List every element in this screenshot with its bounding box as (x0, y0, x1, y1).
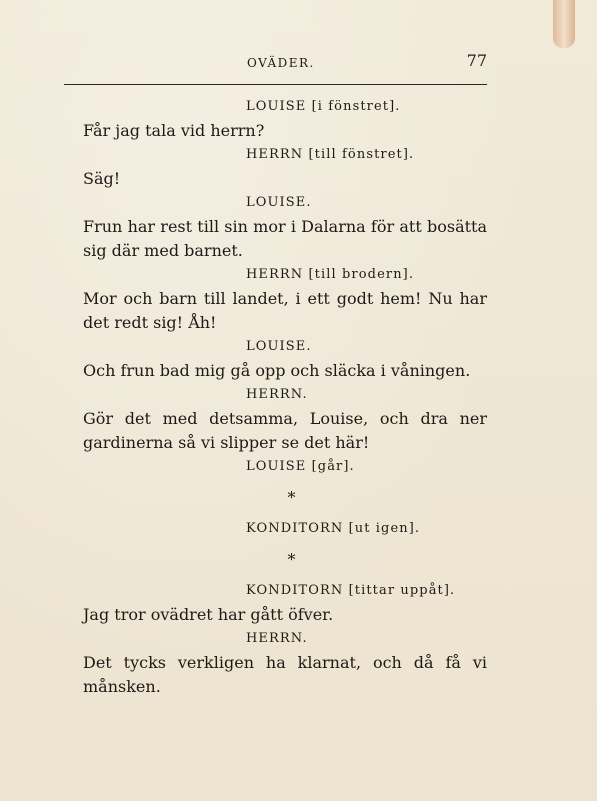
dialogue-line: Mor och barn till landet, i ett godt hem! Nu har det redt sig! Åh! (83, 289, 487, 332)
page-edge-tab (553, 0, 575, 48)
scene-break-star: * (287, 550, 296, 569)
speaker-line: LOUISE. (246, 195, 312, 210)
dialogue-line: Det tycks verkligen ha klarnat, och då få vi månsken. (83, 653, 487, 696)
page-number: 77 (466, 51, 487, 70)
page-header (64, 51, 487, 85)
speaker-line: KONDITORN [tittar uppåt]. (246, 583, 456, 598)
speaker-line: HERRN [till fönstret]. (246, 147, 415, 162)
speaker-line: KONDITORN [ut igen]. (246, 521, 421, 536)
dialogue-line: Får jag tala vid herrn? (83, 121, 265, 140)
running-title: OVÄDER. (247, 56, 315, 70)
speaker-line: LOUISE [i fönstret]. (246, 99, 401, 114)
dialogue-line: Och frun bad mig gå opp och släcka i våningen. (83, 361, 471, 380)
play-text (83, 95, 487, 699)
speaker-line: HERRN. (246, 631, 308, 646)
dialogue-line: Gör det med detsamma, Louise, och dra ner gardinerna så vi slipper se det här! (83, 409, 487, 452)
speaker-line: LOUISE [går]. (246, 459, 355, 474)
speaker-line: HERRN [till brodern]. (246, 267, 415, 282)
speaker-line: LOUISE. (246, 339, 312, 354)
speaker-line: HERRN. (246, 387, 308, 402)
scene-break-star: * (287, 488, 296, 507)
dialogue-line: Säg! (83, 169, 121, 188)
dialogue-line: Frun har rest till sin mor i Dalarna för att bosätta sig där med barnet. (83, 217, 487, 260)
dialogue-line: Jag tror ovädret har gått öfver. (83, 605, 334, 624)
